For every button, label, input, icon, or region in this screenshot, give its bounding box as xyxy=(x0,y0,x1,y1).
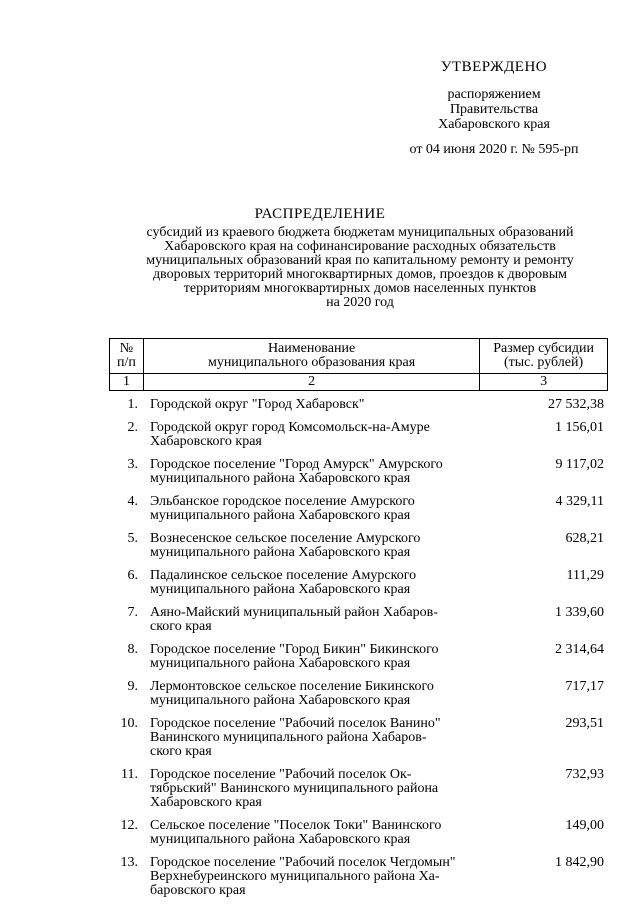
approval-line-2: Правительства xyxy=(449,102,539,117)
row-name-line: Городское поселение "Город Амурск" Амурского xyxy=(150,457,443,472)
row-amount: 111,29 xyxy=(566,568,604,583)
table-row xyxy=(110,717,610,759)
row-name-line: Хабаровского края xyxy=(150,434,262,449)
subtitle-line: территориям многоквартирных домов населенных пунктов xyxy=(183,281,537,296)
row-number: 13. xyxy=(120,855,138,870)
row-amount: 27 532,38 xyxy=(548,397,604,412)
column-number-2: 2 xyxy=(143,374,479,391)
row-name-line: ского края xyxy=(150,619,212,634)
row-name-line: Городской округ "Город Хабаровск" xyxy=(150,397,365,412)
row-name xyxy=(150,398,480,412)
row-name-line: муниципального района Хабаровского края xyxy=(150,471,411,486)
table-row xyxy=(110,532,610,560)
row-number: 1. xyxy=(127,397,138,412)
table-body xyxy=(110,398,610,907)
row-amount: 2 314,64 xyxy=(555,642,604,657)
approval-date: от 04 июня 2020 г. № 595-рп xyxy=(409,142,579,157)
row-name-line: Городское поселение "Рабочий поселок Чегдомын" xyxy=(150,855,456,870)
column-number-3: 3 xyxy=(480,374,608,391)
row-amount: 732,93 xyxy=(565,767,604,782)
row-name-line: муниципального района Хабаровского края xyxy=(150,656,411,671)
row-name-line: Эльбанское городское поселение Амурского xyxy=(150,494,415,509)
header-number xyxy=(110,339,144,374)
row-amount: 4 329,11 xyxy=(555,494,604,509)
row-name-line: Сельское поселение "Поселок Токи" Ванинского xyxy=(150,818,442,833)
header-amount-line2: (тыс. рублей) xyxy=(504,355,584,370)
row-name-line: Городской округ город Комсомольск-на-Амуре xyxy=(150,420,430,435)
row-amount: 149,00 xyxy=(565,818,604,833)
row-name-line: ского края xyxy=(150,744,212,759)
table-row xyxy=(110,606,610,634)
row-name xyxy=(150,819,480,847)
row-name-line: муниципального района Хабаровского края xyxy=(150,693,411,708)
row-number: 8. xyxy=(127,642,138,657)
header-number-line1: № xyxy=(119,341,134,356)
row-name-line: Вознесенское сельское поселение Амурского xyxy=(150,531,421,546)
row-name-line: муниципального района Хабаровского края xyxy=(150,582,411,597)
row-name xyxy=(150,856,480,898)
header-name-line1: Наименование xyxy=(267,341,356,356)
table-row xyxy=(110,458,610,486)
row-name-line: Хабаровского края xyxy=(150,795,262,810)
approval-line-3: Хабаровского края xyxy=(438,117,550,132)
row-number: 6. xyxy=(127,568,138,583)
header-number-line2: п/п xyxy=(117,355,136,370)
column-number-1: 1 xyxy=(110,374,144,391)
approval-block xyxy=(380,60,608,157)
row-number: 12. xyxy=(120,818,138,833)
row-number: 7. xyxy=(127,605,138,620)
row-name-line: Ванинского муниципального района Хабаров- xyxy=(150,730,427,745)
row-name xyxy=(150,569,480,597)
table-row xyxy=(110,495,610,523)
row-amount: 1 156,01 xyxy=(555,420,604,435)
row-name-line: Падалинское сельское поселение Амурского xyxy=(150,568,417,583)
approval-line-1: распоряжением xyxy=(447,87,541,102)
subtitle-line: на 2020 год xyxy=(326,295,394,310)
row-name xyxy=(150,768,480,810)
table-row xyxy=(110,856,610,898)
row-name xyxy=(150,680,480,708)
row-number: 11. xyxy=(121,767,138,782)
subtitle-line: субсидий из краевого бюджета бюджетам муниципальных образований xyxy=(146,225,574,240)
row-name xyxy=(150,717,480,759)
row-amount: 9 117,02 xyxy=(555,457,604,472)
row-name-line: Лермонтовское сельское поселение Бикинского xyxy=(150,679,434,694)
row-name xyxy=(150,532,480,560)
table-row xyxy=(110,768,610,810)
row-amount: 717,17 xyxy=(565,679,604,694)
table-header xyxy=(109,338,608,391)
header-amount xyxy=(480,339,608,374)
subtitle-line: муниципальных образований края по капитальному ремонту и ремонту xyxy=(146,253,574,268)
row-name-line: баровского края xyxy=(150,883,246,898)
approval-heading: УТВЕРЖДЕНО xyxy=(440,59,548,75)
subtitle-line: дворовых территорий многоквартирных домов, проездов к дворовым xyxy=(152,267,568,282)
row-name-line: Городское поселение "Рабочий поселок Ок- xyxy=(150,767,412,782)
row-number: 2. xyxy=(127,420,138,435)
row-name-line: Городское поселение "Рабочий поселок Ванино" xyxy=(150,716,441,731)
row-number: 9. xyxy=(127,679,138,694)
table-row xyxy=(110,643,610,671)
row-name-line: Аяно-Майский муниципальный район Хабаров- xyxy=(150,605,438,620)
header-name xyxy=(143,339,479,374)
document-title: РАСПРЕДЕЛЕНИЕ xyxy=(254,206,386,222)
row-name xyxy=(150,606,480,634)
row-name xyxy=(150,643,480,671)
row-amount: 293,51 xyxy=(565,716,604,731)
row-name-line: муниципального района Хабаровского края xyxy=(150,508,411,523)
table-row xyxy=(110,819,610,847)
row-number: 3. xyxy=(127,457,138,472)
table-row xyxy=(110,569,610,597)
header-amount-line1: Размер субсидии xyxy=(493,341,594,356)
document-subtitle xyxy=(110,226,610,310)
row-number: 10. xyxy=(120,716,138,731)
row-name-line: Городское поселение "Город Бикин" Бикинского xyxy=(150,642,439,657)
row-name xyxy=(150,458,480,486)
row-number: 4. xyxy=(127,494,138,509)
row-name-line: муниципального района Хабаровского края xyxy=(150,545,411,560)
row-name xyxy=(150,421,480,449)
row-name xyxy=(150,495,480,523)
row-number: 5. xyxy=(127,531,138,546)
row-name-line: тябрьский" Ванинского муниципального района xyxy=(150,781,439,796)
row-amount: 1 842,90 xyxy=(555,855,604,870)
table-row xyxy=(110,421,610,449)
row-amount: 1 339,60 xyxy=(555,605,604,620)
table-row xyxy=(110,680,610,708)
table-row xyxy=(110,398,610,412)
subtitle-line: Хабаровского края на софинансирование расходных обязательств xyxy=(164,239,556,254)
header-name-line2: муниципального образования края xyxy=(207,355,416,370)
row-amount: 628,21 xyxy=(565,531,604,546)
row-name-line: Верхнебуреинского муниципального района Ха- xyxy=(150,869,440,884)
row-name-line: муниципального района Хабаровского края xyxy=(150,832,411,847)
